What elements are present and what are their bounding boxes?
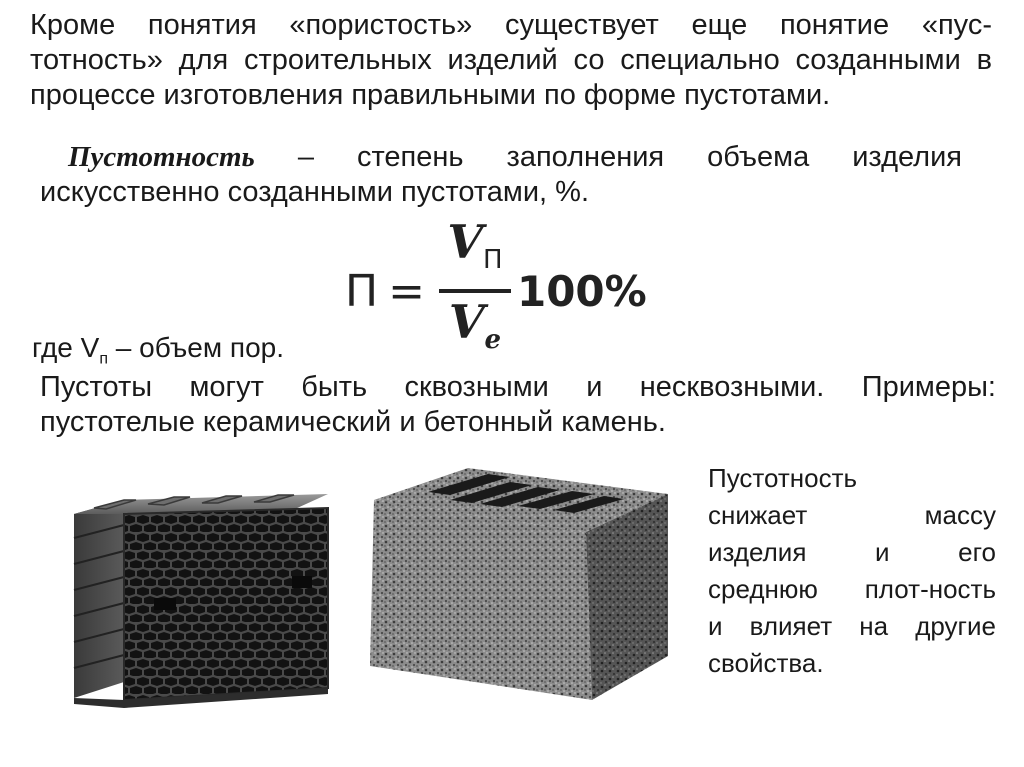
definition-paragraph <box>40 140 962 210</box>
formula-multiplier: 100% <box>516 266 647 316</box>
side-note-line: среднюю плот-ность <box>708 574 996 604</box>
ceramic-hollow-block-image <box>66 478 336 710</box>
voids-paragraph <box>40 370 996 440</box>
formula-denominator: $V_e$ <box>448 295 502 356</box>
formula-lhs: П <box>345 265 379 317</box>
side-note-line: изделия и его <box>708 537 996 567</box>
formula-numerator: $V_П$ <box>447 214 503 275</box>
intro-line: процессе изготовления правильными по форме пустотами. <box>30 79 831 111</box>
intro-line: Кроме понятия «пористость» существует еще понятие «пус- <box>30 9 992 41</box>
where-note: где $V_п$ – объем пор. <box>32 332 284 368</box>
side-note-line: и влияет на другие <box>708 611 996 641</box>
fraction-bar <box>439 289 511 293</box>
intro-paragraph <box>30 8 992 113</box>
formula-fraction <box>439 214 511 365</box>
intro-line: тотность» для строительных изделий со специально созданными в <box>30 44 992 76</box>
formula-equals: = <box>388 265 425 317</box>
voids-line: Пустоты могут быть сквозными и несквозными. Примеры: <box>40 371 996 403</box>
concrete-hollow-block-image <box>368 460 670 704</box>
definition-text: – степень заполнения объема изделия <box>254 141 962 173</box>
side-note <box>708 460 996 682</box>
definition-line: искусственно созданными пустотами, %. <box>40 176 590 208</box>
voidness-formula <box>345 214 647 356</box>
voids-line: пустотелые керамический и бетонный камень. <box>40 406 666 438</box>
side-note-line: Пустотность <box>708 463 858 493</box>
definition-term: Пустотность <box>68 141 255 173</box>
side-note-line: снижает массу <box>708 500 996 530</box>
side-note-line: свойства. <box>708 648 824 678</box>
definition-line <box>40 140 962 175</box>
